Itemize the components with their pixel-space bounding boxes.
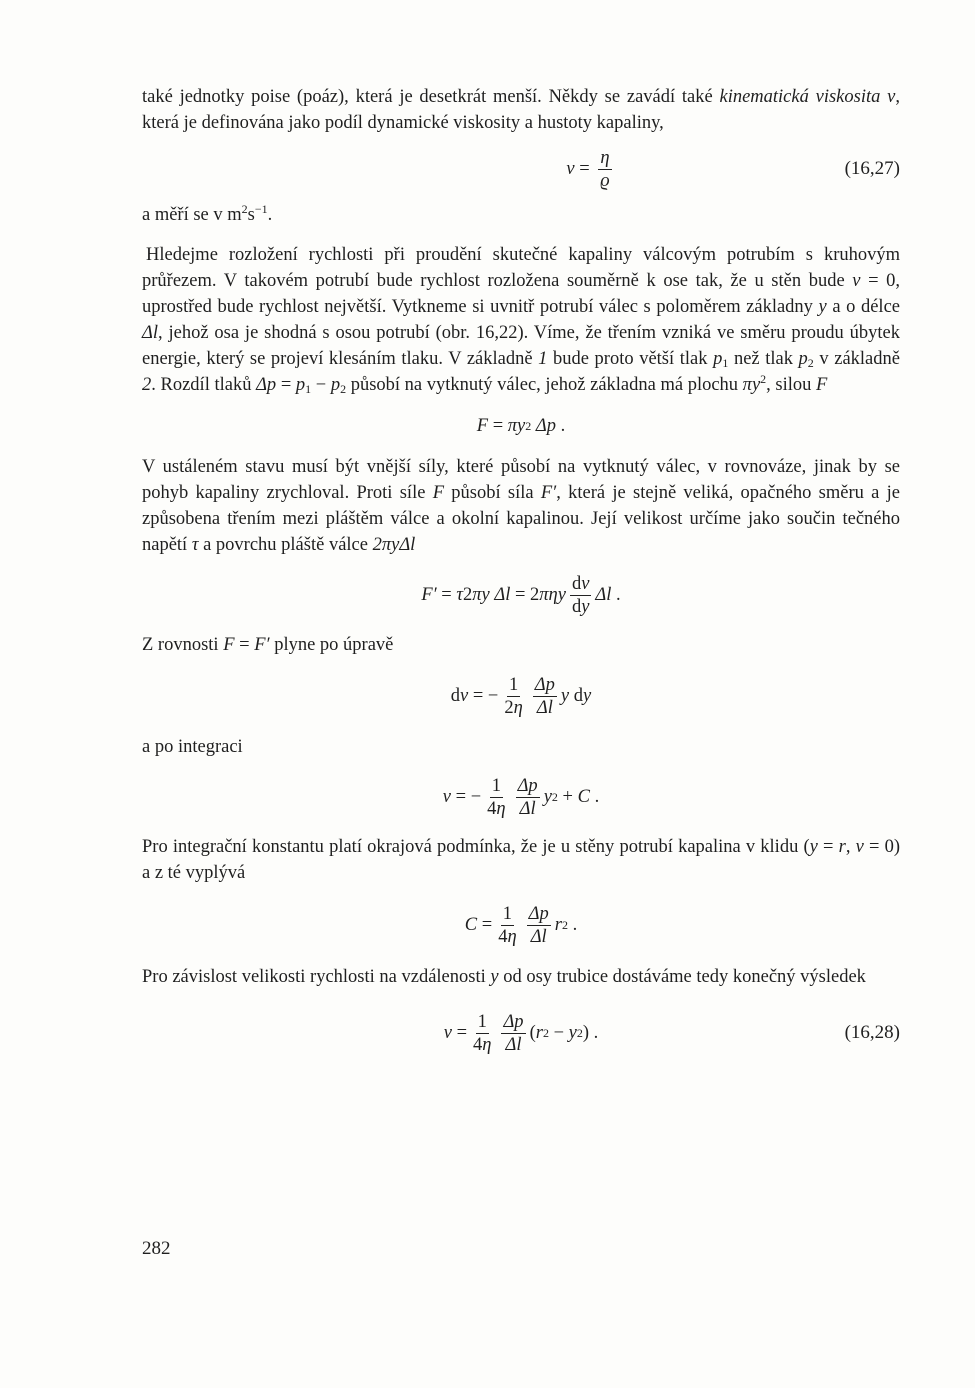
- equation-number: (16,27): [844, 158, 900, 179]
- eq-num: η: [600, 147, 610, 168]
- paragraph-4: Z rovnosti F = F′ plyne po úpravě: [142, 635, 394, 655]
- paragraph-2: Hledejme rozložení rychlosti při proudění skutečné kapaliny válcovým potrubím s kruhovým průřezem. V takovém potrubí bude rychlost rozložena souměrně k ose tak, že u stěn bude v = 0, uprostřed bude rychlost největší. Vytkneme si uvnitř potrubí válec s poloměrem základny y a o délce Δl, jehož osa je shodná s osou potrubí (obr. 16,22). Víme, že třením vzniká ve směru proudu úbytek energie, který se projeví klesáním tlaku. V základně 1 bude proto větší tlak $p_1$ než tlak $p_2$ v základně 2. Rozdíl tlaků $\Delta p = p_1 - p_2$ působí na vytknutý válec, jehož základna má plochu $\pi y^2$, silou F: [142, 245, 900, 396]
- equation-16-28: v = $\frac{1}{4\eta}$ $\frac{\Delta p}{\Delta l}$ ( r 2 − y 2 ) . (16,28): [443, 1011, 900, 1055]
- equation-dv: d v = − $\frac{1}{2\eta}$ $\frac{\Delta p}{\Delta l}$ y d y: [450, 674, 592, 718]
- page-number: 282: [142, 1238, 171, 1259]
- paragraph-7: Pro závislost velikosti rychlosti na vzdálenosti y od osy trubice dostáváme tedy konečný výsledek: [142, 967, 866, 987]
- equation-friction: F′ = τ 2 πy Δl = 2 πηy $\frac{dv}{dy}$ Δl .: [421, 573, 621, 617]
- equation-force: [142, 398, 900, 454]
- paragraph-1: také jednotky poise (poáz), která je desetkrát menší. Někdy se zavádí také kinematická viskosita ν, která je definována jako podíl dynamické viskosity a hustoty kapaliny,: [142, 87, 900, 133]
- eq-lhs: ν: [566, 158, 575, 179]
- text: také jednotky poise (poáz), která je desetkrát menší. Někdy se zavádí také: [142, 87, 720, 107]
- paragraph-3: V ustáleném stavu musí být vnější síly, které působí na vytknutý válec, v rovnováze, jinak by se pohyb kapaliny zrychloval. Proti síle F působí síla F′, která je stejně veliká, opačného směru a je způsobena třením mezi pláštěm válce a okolní kapalinou. Její velikost určíme jako součin tečného napětí τ a povrchu pláště válce 2πyΔl: [142, 457, 901, 555]
- equation-16-27: ν = $\frac{\eta}{ϱ}$ (16,27): [566, 147, 900, 191]
- text: , která je definována jako podíl dynamické viskosity a hustoty kapaliny,: [142, 87, 900, 133]
- units-line: a měří se v $m^2s^{-1}$.: [142, 202, 273, 225]
- equation-C: C = $\frac{1}{4\eta}$ $\frac{\Delta p}{\Delta l}$ r 2 .: [464, 903, 578, 947]
- paragraph-6: Pro integrační konstantu platí okrajová podmínka, že je u stěny potrubí kapalina v klidu (y = r, v = 0) a z té vyplývá: [142, 837, 901, 883]
- page-body: [142, 84, 900, 1076]
- equation-v-integral: v = − $\frac{1}{4\eta}$ $\frac{\Delta p}{\Delta l}$ y 2 + C .: [442, 775, 600, 819]
- term-kinematic-viscosity: kinematická viskosita: [719, 87, 881, 107]
- eq-force: F = πy 2 Δp .: [476, 415, 566, 436]
- eq-den: ϱ: [600, 170, 610, 191]
- paragraph-5: a po integraci: [142, 737, 243, 757]
- equation-number: (16,28): [844, 1022, 900, 1043]
